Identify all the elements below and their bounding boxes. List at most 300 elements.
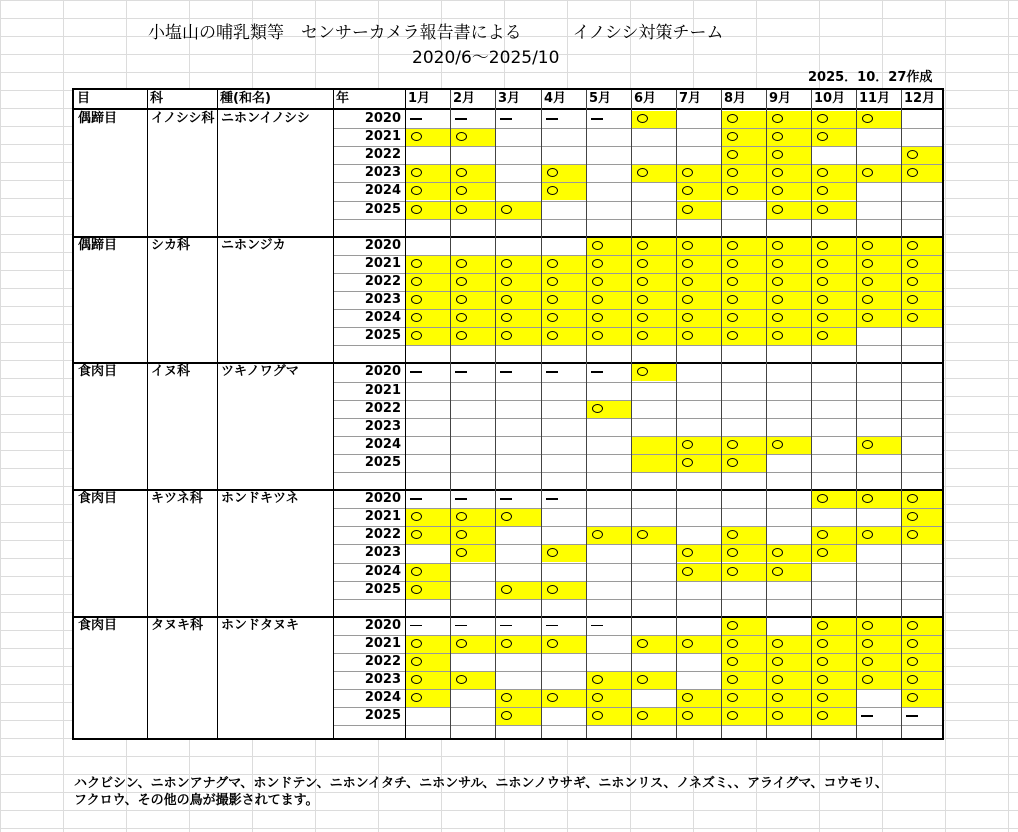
year-cell: 2020 bbox=[364, 237, 401, 253]
circle-mark-icon bbox=[727, 313, 738, 322]
circle-mark-icon bbox=[411, 639, 422, 648]
circle-mark-icon bbox=[411, 585, 422, 594]
observed-cell bbox=[587, 274, 631, 291]
observed-cell bbox=[406, 183, 450, 200]
circle-mark-icon bbox=[862, 530, 873, 539]
observed-cell bbox=[857, 672, 901, 689]
year-cell: 2024 bbox=[364, 310, 401, 326]
circle-mark-icon bbox=[772, 132, 783, 141]
circle-mark-icon bbox=[817, 277, 828, 286]
circle-mark-icon bbox=[862, 675, 873, 684]
observed-cell bbox=[496, 636, 541, 653]
family-label: キツネ科 bbox=[151, 491, 203, 507]
observed-cell bbox=[677, 256, 721, 273]
observed-cell bbox=[767, 654, 811, 671]
dash-mark-icon bbox=[500, 498, 512, 500]
circle-mark-icon bbox=[727, 657, 738, 666]
circle-mark-icon bbox=[682, 639, 693, 648]
species-label: ニホンイノシシ bbox=[221, 111, 310, 126]
circle-mark-icon bbox=[547, 693, 558, 702]
year-cell: 2021 bbox=[364, 382, 401, 398]
observed-cell bbox=[857, 310, 901, 327]
circle-mark-icon bbox=[456, 639, 467, 648]
circle-mark-icon bbox=[592, 241, 603, 250]
circle-mark-icon bbox=[727, 621, 738, 630]
year-cell: 2025 bbox=[364, 201, 401, 217]
observed-cell bbox=[406, 690, 450, 707]
year-cell: 2021 bbox=[364, 129, 401, 145]
year-cell: 2025 bbox=[364, 328, 401, 344]
circle-mark-icon bbox=[727, 530, 738, 539]
observed-cell bbox=[767, 708, 811, 725]
observed-cell bbox=[722, 256, 766, 273]
observed-cell bbox=[542, 292, 586, 309]
circle-mark-icon bbox=[411, 132, 422, 141]
observed-cell bbox=[496, 690, 541, 707]
year-cell: 2023 bbox=[364, 165, 401, 181]
observed-cell bbox=[542, 165, 586, 182]
year-cell: 2021 bbox=[364, 509, 401, 525]
family-label: タヌキ科 bbox=[151, 617, 204, 633]
circle-mark-icon bbox=[501, 259, 512, 268]
year-cell: 2021 bbox=[364, 635, 401, 651]
circle-mark-icon bbox=[862, 494, 873, 503]
observed-cell bbox=[587, 328, 631, 345]
no-data-cell bbox=[586, 363, 631, 381]
circle-mark-icon bbox=[637, 367, 648, 376]
observed-cell bbox=[812, 129, 856, 146]
observed-cell bbox=[767, 183, 811, 200]
column-divider bbox=[901, 90, 902, 738]
circle-mark-icon bbox=[772, 114, 783, 123]
circle-mark-icon bbox=[411, 530, 422, 539]
observed-cell bbox=[451, 310, 495, 327]
observed-cell bbox=[496, 328, 541, 345]
observed-cell bbox=[632, 165, 676, 182]
circle-mark-icon bbox=[547, 168, 558, 177]
observed-cell bbox=[722, 654, 766, 671]
observed-cell bbox=[406, 509, 450, 526]
circle-mark-icon bbox=[772, 150, 783, 159]
row-divider bbox=[333, 345, 942, 346]
column-divider bbox=[766, 90, 767, 738]
year-cell: 2020 bbox=[364, 491, 401, 507]
observed-cell bbox=[632, 527, 676, 544]
observed-cell bbox=[406, 636, 450, 653]
circle-mark-icon bbox=[592, 404, 603, 413]
no-data-cell bbox=[541, 617, 586, 635]
observed-cell bbox=[812, 238, 856, 255]
circle-mark-icon bbox=[411, 168, 422, 177]
year-cell: 2022 bbox=[364, 654, 401, 669]
circle-mark-icon bbox=[456, 168, 467, 177]
circle-mark-icon bbox=[501, 205, 512, 214]
column-divider bbox=[856, 90, 857, 738]
observed-cell bbox=[857, 256, 901, 273]
circle-mark-icon bbox=[727, 458, 738, 467]
circle-mark-icon bbox=[907, 621, 918, 630]
circle-mark-icon bbox=[456, 259, 467, 268]
circle-mark-icon bbox=[456, 313, 467, 322]
column-divider bbox=[586, 90, 587, 738]
row-divider bbox=[333, 219, 942, 220]
observed-cell bbox=[812, 527, 856, 544]
circle-mark-icon bbox=[907, 657, 918, 666]
circle-mark-icon bbox=[817, 494, 828, 503]
year-cell: 2025 bbox=[364, 708, 401, 724]
circle-mark-icon bbox=[907, 295, 918, 304]
observed-cell bbox=[767, 310, 811, 327]
circle-mark-icon bbox=[456, 331, 467, 340]
no-data-cell bbox=[450, 617, 495, 635]
circle-mark-icon bbox=[637, 259, 648, 268]
observed-cell bbox=[406, 582, 450, 599]
circle-mark-icon bbox=[862, 639, 873, 648]
circle-mark-icon bbox=[772, 295, 783, 304]
circle-mark-icon bbox=[456, 277, 467, 286]
no-data-cell bbox=[586, 110, 631, 128]
observed-cell bbox=[496, 202, 541, 219]
dash-mark-icon bbox=[455, 371, 467, 373]
no-data-cell bbox=[495, 617, 541, 635]
circle-mark-icon bbox=[772, 277, 783, 286]
observed-cell bbox=[632, 256, 676, 273]
observed-cell bbox=[677, 564, 721, 581]
observed-cell bbox=[677, 636, 721, 653]
circle-mark-icon bbox=[411, 277, 422, 286]
observed-cell bbox=[542, 183, 586, 200]
circle-mark-icon bbox=[592, 530, 603, 539]
circle-mark-icon bbox=[907, 530, 918, 539]
observed-cell bbox=[632, 636, 676, 653]
observed-cell bbox=[902, 636, 942, 653]
circle-mark-icon bbox=[501, 512, 512, 521]
dash-mark-icon bbox=[410, 371, 422, 373]
circle-mark-icon bbox=[592, 277, 603, 286]
observed-cell bbox=[767, 636, 811, 653]
circle-mark-icon bbox=[727, 150, 738, 159]
circle-mark-icon bbox=[862, 168, 873, 177]
observed-cell bbox=[677, 328, 721, 345]
observed-cell bbox=[677, 690, 721, 707]
row-divider bbox=[333, 599, 942, 600]
circle-mark-icon bbox=[411, 657, 422, 666]
year-cell: 2023 bbox=[364, 292, 401, 307]
observed-cell bbox=[677, 437, 721, 454]
circle-mark-icon bbox=[682, 548, 693, 557]
no-data-cell bbox=[405, 363, 450, 381]
dash-mark-icon bbox=[455, 118, 467, 120]
column-divider bbox=[147, 90, 148, 738]
family-label: イノシシ科 bbox=[151, 111, 215, 126]
family-label: イヌ科 bbox=[151, 364, 191, 380]
observed-cell bbox=[902, 292, 942, 309]
observed-cell bbox=[677, 545, 721, 562]
year-cell: 2024 bbox=[364, 183, 401, 199]
dash-mark-icon bbox=[410, 625, 422, 627]
circle-mark-icon bbox=[592, 331, 603, 340]
circle-mark-icon bbox=[682, 205, 693, 214]
circle-mark-icon bbox=[592, 675, 603, 684]
circle-mark-icon bbox=[547, 295, 558, 304]
circle-mark-icon bbox=[547, 331, 558, 340]
dash-mark-icon bbox=[861, 715, 873, 717]
observed-cell bbox=[767, 129, 811, 146]
observed-cell bbox=[902, 509, 942, 526]
circle-mark-icon bbox=[817, 186, 828, 195]
circle-mark-icon bbox=[817, 693, 828, 702]
observed-cell bbox=[812, 165, 856, 182]
circle-mark-icon bbox=[727, 132, 738, 141]
observed-cell bbox=[496, 274, 541, 291]
observed-cell bbox=[632, 292, 676, 309]
circle-mark-icon bbox=[682, 440, 693, 449]
observed-cell bbox=[451, 129, 495, 146]
circle-mark-icon bbox=[862, 657, 873, 666]
circle-mark-icon bbox=[411, 512, 422, 521]
circle-mark-icon bbox=[411, 675, 422, 684]
year-cell: 2024 bbox=[364, 563, 401, 579]
circle-mark-icon bbox=[772, 567, 783, 576]
circle-mark-icon bbox=[592, 295, 603, 304]
year-cell: 2024 bbox=[364, 436, 401, 452]
observed-cell bbox=[722, 527, 766, 544]
circle-mark-icon bbox=[862, 259, 873, 268]
circle-mark-icon bbox=[456, 132, 467, 141]
observed-cell bbox=[812, 545, 856, 562]
observed-cell bbox=[587, 672, 631, 689]
no-data-cell bbox=[856, 707, 901, 725]
observed-cell bbox=[406, 129, 450, 146]
observed-cell bbox=[632, 328, 676, 345]
circle-mark-icon bbox=[907, 168, 918, 177]
circle-mark-icon bbox=[907, 639, 918, 648]
observed-cell bbox=[722, 310, 766, 327]
circle-mark-icon bbox=[907, 494, 918, 503]
circle-mark-icon bbox=[727, 241, 738, 250]
observed-cell bbox=[406, 202, 450, 219]
observed-cell bbox=[767, 292, 811, 309]
circle-mark-icon bbox=[772, 693, 783, 702]
circle-mark-icon bbox=[817, 205, 828, 214]
created-date: 2025．10．27作成 bbox=[808, 70, 933, 85]
circle-mark-icon bbox=[501, 711, 512, 720]
circle-mark-icon bbox=[907, 675, 918, 684]
observed-cell bbox=[632, 238, 676, 255]
observed-cell bbox=[722, 328, 766, 345]
observed-cell bbox=[632, 310, 676, 327]
circle-mark-icon bbox=[817, 259, 828, 268]
observed-cell bbox=[812, 310, 856, 327]
observed-cell bbox=[496, 582, 541, 599]
circle-mark-icon bbox=[727, 693, 738, 702]
circle-mark-icon bbox=[907, 241, 918, 250]
observed-cell bbox=[857, 618, 901, 635]
observed-cell bbox=[722, 292, 766, 309]
observed-cell bbox=[857, 238, 901, 255]
circle-mark-icon bbox=[411, 259, 422, 268]
year-cell: 2025 bbox=[364, 581, 401, 597]
column-header: 10月 bbox=[814, 91, 846, 106]
observed-cell bbox=[902, 672, 942, 689]
circle-mark-icon bbox=[817, 168, 828, 177]
column-header: 科 bbox=[150, 91, 164, 106]
dash-mark-icon bbox=[546, 118, 558, 120]
circle-mark-icon bbox=[547, 259, 558, 268]
observed-cell bbox=[722, 183, 766, 200]
observed-cell bbox=[677, 292, 721, 309]
observed-cell bbox=[677, 310, 721, 327]
circle-mark-icon bbox=[682, 711, 693, 720]
circle-mark-icon bbox=[456, 530, 467, 539]
year-cell: 2022 bbox=[364, 527, 401, 543]
circle-mark-icon bbox=[862, 277, 873, 286]
column-divider bbox=[541, 90, 542, 738]
dash-mark-icon bbox=[546, 371, 558, 373]
circle-mark-icon bbox=[727, 168, 738, 177]
observed-cell bbox=[587, 401, 631, 418]
year-cell: 2020 bbox=[364, 364, 401, 380]
column-header: 11月 bbox=[859, 91, 891, 106]
footnote bbox=[74, 775, 974, 809]
circle-mark-icon bbox=[411, 295, 422, 304]
circle-mark-icon bbox=[682, 241, 693, 250]
circle-mark-icon bbox=[727, 331, 738, 340]
observed-cell bbox=[406, 165, 450, 182]
family-label: シカ科 bbox=[151, 237, 191, 253]
no-data-cell bbox=[541, 363, 586, 381]
circle-mark-icon bbox=[907, 150, 918, 159]
observed-cell bbox=[857, 165, 901, 182]
observed-cell bbox=[542, 274, 586, 291]
circle-mark-icon bbox=[682, 331, 693, 340]
observed-cell bbox=[451, 292, 495, 309]
year-cell: 2025 bbox=[364, 454, 401, 470]
dash-mark-icon bbox=[546, 625, 558, 627]
circle-mark-icon bbox=[592, 313, 603, 322]
species-label: ツキノワグマ bbox=[221, 364, 299, 380]
circle-mark-icon bbox=[772, 313, 783, 322]
observed-cell bbox=[767, 165, 811, 182]
year-cell: 2020 bbox=[364, 617, 401, 633]
observed-cell bbox=[857, 527, 901, 544]
dash-mark-icon bbox=[546, 498, 558, 500]
observed-cell bbox=[722, 147, 766, 164]
circle-mark-icon bbox=[817, 331, 828, 340]
observed-cell bbox=[722, 690, 766, 707]
observed-cell bbox=[722, 111, 766, 128]
observed-cell bbox=[451, 545, 495, 562]
species-label: ニホンジカ bbox=[221, 237, 286, 253]
observed-cell bbox=[542, 545, 586, 562]
observed-cell bbox=[722, 708, 766, 725]
year-cell: 2022 bbox=[364, 400, 401, 416]
order-label: 食肉目 bbox=[78, 491, 118, 507]
observed-cell bbox=[767, 545, 811, 562]
circle-mark-icon bbox=[817, 675, 828, 684]
observed-cell bbox=[406, 527, 450, 544]
year-cell: 2022 bbox=[364, 273, 401, 289]
observed-cell bbox=[902, 491, 942, 508]
circle-mark-icon bbox=[456, 205, 467, 214]
observed-cell bbox=[722, 618, 766, 635]
circle-mark-icon bbox=[862, 114, 873, 123]
observed-cell bbox=[406, 256, 450, 273]
observed-cell bbox=[812, 256, 856, 273]
no-data-cell bbox=[541, 490, 586, 508]
circle-mark-icon bbox=[817, 132, 828, 141]
observed-cell bbox=[677, 238, 721, 255]
column-divider bbox=[450, 90, 451, 738]
circle-mark-icon bbox=[817, 295, 828, 304]
column-header: 8月 bbox=[724, 91, 747, 106]
observed-cell bbox=[542, 636, 586, 653]
circle-mark-icon bbox=[411, 567, 422, 576]
species-label: ホンドキツネ bbox=[221, 491, 299, 507]
circle-mark-icon bbox=[456, 548, 467, 557]
circle-mark-icon bbox=[727, 186, 738, 195]
circle-mark-icon bbox=[456, 675, 467, 684]
observed-cell bbox=[677, 183, 721, 200]
no-data-cell bbox=[586, 617, 631, 635]
circle-mark-icon bbox=[727, 114, 738, 123]
circle-mark-icon bbox=[456, 512, 467, 521]
observed-cell bbox=[722, 636, 766, 653]
observed-cell bbox=[406, 672, 450, 689]
circle-mark-icon bbox=[637, 295, 648, 304]
column-divider bbox=[676, 90, 677, 738]
circle-mark-icon bbox=[727, 277, 738, 286]
observed-cell bbox=[451, 328, 495, 345]
no-data-cell bbox=[405, 110, 450, 128]
circle-mark-icon bbox=[862, 241, 873, 250]
observed-cell bbox=[587, 256, 631, 273]
circle-mark-icon bbox=[772, 657, 783, 666]
circle-mark-icon bbox=[727, 548, 738, 557]
year-cell: 2020 bbox=[364, 111, 401, 126]
observed-cell bbox=[451, 636, 495, 653]
circle-mark-icon bbox=[907, 693, 918, 702]
circle-mark-icon bbox=[501, 331, 512, 340]
observed-cell bbox=[722, 455, 766, 472]
circle-mark-icon bbox=[772, 186, 783, 195]
observed-cell bbox=[812, 111, 856, 128]
observed-cell bbox=[451, 202, 495, 219]
observed-cell bbox=[857, 111, 901, 128]
observed-cell bbox=[722, 165, 766, 182]
observed-cell bbox=[902, 310, 942, 327]
circle-mark-icon bbox=[817, 313, 828, 322]
order-label: 食肉目 bbox=[78, 364, 118, 380]
circle-mark-icon bbox=[772, 259, 783, 268]
observed-cell bbox=[496, 310, 541, 327]
no-data-cell bbox=[495, 363, 541, 381]
no-data-cell bbox=[495, 490, 541, 508]
circle-mark-icon bbox=[411, 331, 422, 340]
dash-mark-icon bbox=[591, 118, 603, 120]
observed-cell bbox=[902, 527, 942, 544]
observed-cell bbox=[451, 672, 495, 689]
circle-mark-icon bbox=[817, 657, 828, 666]
observed-cell bbox=[677, 708, 721, 725]
row-divider bbox=[333, 725, 942, 726]
circle-mark-icon bbox=[592, 693, 603, 702]
circle-mark-icon bbox=[637, 639, 648, 648]
observed-cell bbox=[857, 491, 901, 508]
observed-cell bbox=[902, 147, 942, 164]
column-header: 年 bbox=[336, 91, 350, 106]
circle-mark-icon bbox=[907, 313, 918, 322]
